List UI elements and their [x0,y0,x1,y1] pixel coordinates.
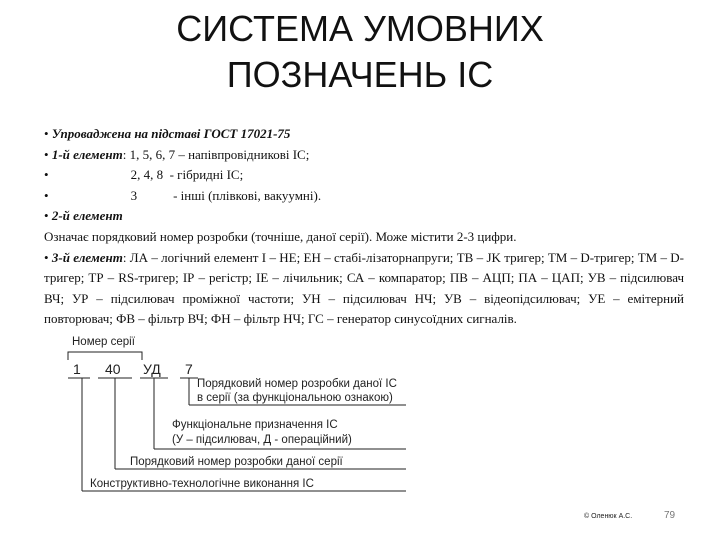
bullet-element-3: • 3-й елемент: ЛА – логічний елемент І – НЕ; ЕН – стабі-лізаторнапруги; ТВ – JK тригер; ТМ – D-тригер; ТМ – D-тригер; ТР – RS-тригер; ІР – регістр; ІЕ – лічильник; СА – компаратор; ПВ – АЦП; ПА – ЦАП; УВ – підсилювач ВЧ; УР – підсилювач проміжної частоти; УН – підсилювач НЧ; УВ – відеопідсилювач; УЕ – емітерний повторювач; ФВ – фільтр ВЧ; ФН – фільтр НЧ; ГС – генератор синусоїдних сигналів. [44,249,684,327]
title-line-2: ПОЗНАЧЕНЬ ІС [226,54,494,95]
label-1: Конструктивно-технологічне виконання ІС [90,478,314,490]
element-3-label: 3-й елемент [51,249,123,265]
part-3: УД [143,361,161,377]
part-4: 7 [185,361,193,377]
gost-text: Упроваджена на підставі ГОСТ 17021-75 [51,126,291,141]
element-1-text: : 1, 5, 6, 7 – напівпровідникові ІС; [122,146,310,162]
part-1: 1 [73,361,81,377]
title-line-1: СИСТЕМА УМОВНИХ [176,8,544,49]
series-label: Номер серії [72,336,135,348]
label-3-line-2: (У – підсилювач, Д - операційний) [172,434,352,446]
hybrid-text: - гібридні ІС; [169,167,244,183]
bullet-hybrid: • 2, 4, 8 - гібридні ІС; [44,167,244,183]
label-4-line-2: в серії (за функціональною ознакою) [197,392,393,404]
bullet-gost: • Упроваджена на підставі ГОСТ 17021-75 [44,126,291,141]
bullet-other: • 3 - інші (плівкові, вакуумні). [44,187,322,203]
other-num: 3 [130,187,138,203]
part-2: 40 [105,361,121,377]
page-number: 79 [664,510,676,521]
series-bracket [68,352,142,360]
element-2-description: Означає порядковий номер розробки (точніше, даної серії). Може містити 2-3 цифри. [44,228,517,244]
element-2-label: 2-й елемент [51,208,123,224]
label-4-line-1: Порядковий номер розробки даної ІС [197,378,397,390]
element-1-label: 1-й елемент [51,146,123,162]
bullet-element-2: • 2-й елемент [44,208,123,224]
label-2: Порядковий номер розробки даної серії [130,456,343,468]
bullet-element-1: • 1-й елемент: 1, 5, 6, 7 – напівпровідникові ІС; [44,146,310,162]
hybrid-nums: 2, 4, 8 [130,167,164,183]
author-credit: © Оленюк А.С. [584,513,633,520]
element-3-text: : ЛА – логічний елемент І – НЕ; ЕН – стабі-лізаторнапруги; ТВ – JK тригер; ТМ – D-тригер; ТМ – D-тригер; ТР – RS-тригер; ІР – регістр; ІЕ – лічильник; СА – компаратор; ПВ – АЦП; ПА – ЦАП; УВ – підсилювач ВЧ; УР – підсилювач проміжної частоти; УН – підсилювач НЧ; УВ – відеопідсилювач; УЕ – емітерний повторювач; ФВ – фільтр ВЧ; ФН – фільтр НЧ; ГС – генератор синусоїдних сигналів. [44,249,684,327]
label-3-line-1: Функціональне призначення ІС [172,419,338,431]
other-text: - інші (плівкові, вакуумні). [173,187,322,203]
